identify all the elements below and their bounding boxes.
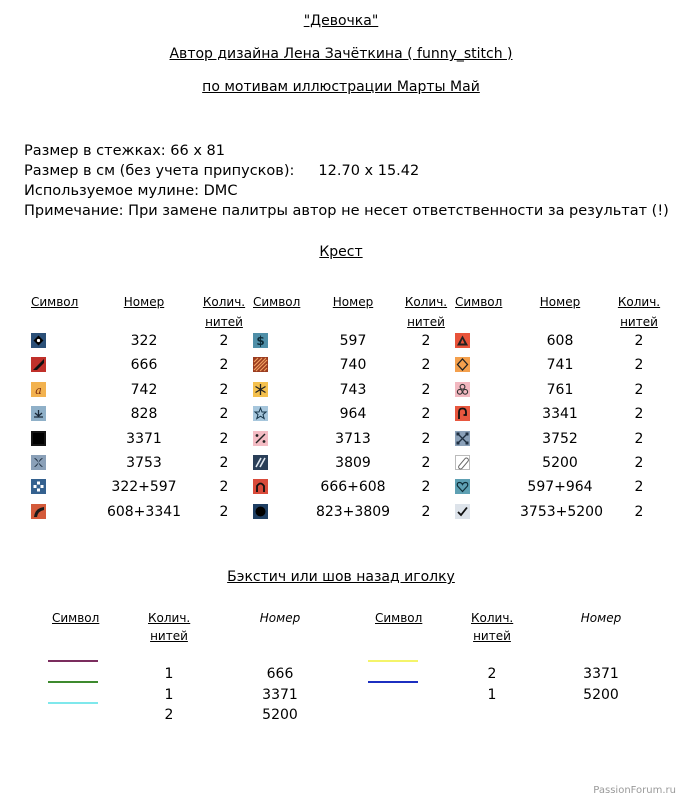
threads-info: Используемое мулине: DMC xyxy=(24,183,238,199)
backstitch-line-swatch xyxy=(368,681,418,683)
backstitch-title: Бэкстич или шов назад иголку xyxy=(227,569,455,585)
backstitch-number: 3371 xyxy=(583,666,619,682)
size-stitches: Размер в стежках: 66 х 81 xyxy=(24,143,225,159)
symbol-swatch xyxy=(455,431,470,446)
thread-number: 3371 xyxy=(126,430,162,447)
cross-col-count-header: Колич. xyxy=(404,295,448,309)
thread-number: 666+608 xyxy=(320,479,386,496)
thread-number: 823+3809 xyxy=(315,503,391,520)
star-outline-icon xyxy=(253,406,268,421)
symbol-swatch xyxy=(253,357,268,372)
thread-count: 2 xyxy=(219,479,229,496)
triangle-icon xyxy=(455,333,470,348)
symbol-swatch xyxy=(455,479,470,494)
symbol-swatch xyxy=(253,382,268,397)
hook-icon xyxy=(455,406,470,421)
symbol-swatch xyxy=(31,504,46,519)
thread-count: 2 xyxy=(421,357,431,374)
title: "Девочка" xyxy=(303,13,379,29)
checkmark-icon xyxy=(455,504,470,519)
thread-count: 2 xyxy=(219,357,229,374)
thread-count: 2 xyxy=(634,333,644,349)
cross-col-count-header-2: нитей xyxy=(620,315,658,329)
cross-title: Крест xyxy=(319,244,363,260)
thread-count: 2 xyxy=(421,406,431,423)
backstitch-col-symbol-header: Символ xyxy=(375,611,423,625)
thread-count: 2 xyxy=(634,503,644,520)
arc-icon xyxy=(31,504,46,519)
thread-number: 322 xyxy=(130,333,158,349)
thread-count: 2 xyxy=(421,479,431,496)
thread-count: 2 xyxy=(634,479,644,496)
thread-count: 2 xyxy=(421,503,431,520)
cross-col-symbol-header: Символ xyxy=(31,295,79,309)
leaf-icon xyxy=(31,406,46,421)
thread-count: 2 xyxy=(634,357,644,374)
thread-number: 597 xyxy=(339,333,367,349)
thread-number: 322+597 xyxy=(111,479,177,496)
backstitch-line-swatch xyxy=(48,660,98,662)
symbol-swatch xyxy=(253,431,268,446)
thread-number: 608+3341 xyxy=(106,503,182,520)
backstitch-number: 5200 xyxy=(262,707,298,723)
backstitch-col-count-header: Колич. xyxy=(148,611,191,625)
symbol-swatch xyxy=(31,455,46,470)
thread-count: 2 xyxy=(634,381,644,398)
thread-count: 2 xyxy=(421,455,431,471)
backstitch-line-swatch xyxy=(368,660,418,662)
diagonal-stroke-icon xyxy=(31,357,46,372)
symbol-swatch xyxy=(455,455,470,470)
thread-number: 964 xyxy=(339,406,367,423)
double-slash-icon xyxy=(253,455,268,470)
thread-count: 2 xyxy=(634,406,644,423)
symbol-swatch xyxy=(253,504,268,519)
size-cm-label: Размер в см (без учета припусков): xyxy=(24,163,295,179)
symbol-swatch xyxy=(455,333,470,348)
thread-count: 2 xyxy=(421,381,431,398)
square-diamond-icon xyxy=(31,333,46,348)
backstitch-number: 666 xyxy=(266,666,294,682)
asterisk-icon xyxy=(253,382,268,397)
thread-count: 2 xyxy=(219,381,229,398)
thread-number: 741 xyxy=(546,357,574,374)
backstitch-col-count-header-2: нитей xyxy=(473,629,511,643)
cross-col-symbol-header: Символ xyxy=(455,295,503,309)
cross-col-count-header-2: нитей xyxy=(205,315,243,329)
petals-icon xyxy=(31,455,46,470)
symbol-swatch xyxy=(31,357,46,372)
thread-number: 597+964 xyxy=(527,479,593,496)
thread-number: 3341 xyxy=(542,406,578,423)
backstitch-count: 1 xyxy=(487,686,497,703)
cross-col-number-header: Номер xyxy=(123,295,165,309)
thread-number: 5200 xyxy=(542,455,578,471)
backstitch-number: 5200 xyxy=(583,686,619,703)
cross-col-symbol-header: Символ xyxy=(253,295,301,309)
thread-number: 828 xyxy=(130,406,158,423)
svg-text:a: a xyxy=(35,383,42,397)
backstitch-line-swatch xyxy=(48,681,98,683)
symbol-swatch xyxy=(455,382,470,397)
cross-col-number-header: Номер xyxy=(332,295,374,309)
note: Примечание: При замене палитры автор не несет ответственности за результат (!) xyxy=(24,203,669,219)
hatched-square-icon xyxy=(253,357,268,372)
symbol-swatch xyxy=(253,479,268,494)
thread-number: 743 xyxy=(339,381,367,398)
backstitch-col-count-header-2: нитей xyxy=(150,629,188,643)
arch-icon xyxy=(253,479,268,494)
cross-col-number-header: Номер xyxy=(539,295,581,309)
backstitch-count: 2 xyxy=(487,666,497,682)
symbol-swatch xyxy=(31,479,46,494)
dollar-icon xyxy=(253,333,268,348)
backstitch-col-number-header: Номер xyxy=(580,611,622,625)
symbol-swatch xyxy=(31,406,46,421)
thread-count: 2 xyxy=(219,430,229,447)
author-line: Автор дизайна Лена Зачёткина ( funny_stitch ) xyxy=(169,46,513,62)
symbol-swatch xyxy=(31,333,46,348)
backstitch-col-symbol-header: Символ xyxy=(52,611,100,625)
cross-col-count-header: Колич. xyxy=(617,295,661,309)
cross-col-count-header-2: нитей xyxy=(407,315,445,329)
script-a-icon xyxy=(31,382,46,397)
symbol-swatch xyxy=(253,333,268,348)
thread-number: 666 xyxy=(130,357,158,374)
solid-square-icon xyxy=(31,431,46,446)
source-line: по мотивам иллюстрации Марты Май xyxy=(202,79,480,95)
thread-number: 3713 xyxy=(335,430,371,447)
percent-icon xyxy=(253,431,268,446)
thread-count: 2 xyxy=(634,430,644,447)
symbol-swatch xyxy=(455,357,470,372)
thread-count: 2 xyxy=(219,503,229,520)
thread-number: 761 xyxy=(546,381,574,398)
backstitch-count: 1 xyxy=(164,666,174,682)
x-dots-icon xyxy=(455,431,470,446)
size-cm-value: 12.70 х 15.42 xyxy=(318,163,420,179)
symbol-swatch xyxy=(455,406,470,421)
thread-number: 742 xyxy=(130,381,158,398)
pill-icon xyxy=(456,456,471,471)
symbol-swatch xyxy=(31,431,46,446)
watermark: PassionForum.ru xyxy=(593,785,676,796)
thread-count: 2 xyxy=(421,333,431,349)
symbol-swatch xyxy=(253,406,268,421)
thread-number: 740 xyxy=(339,357,367,374)
cross-col-count-header: Колич. xyxy=(202,295,246,309)
backstitch-number: 3371 xyxy=(262,686,298,703)
backstitch-count: 1 xyxy=(164,686,174,703)
trefoil-icon xyxy=(455,382,470,397)
size-cm xyxy=(24,163,419,179)
thread-count: 2 xyxy=(219,406,229,423)
thread-count: 2 xyxy=(421,430,431,447)
thread-number: 3809 xyxy=(335,455,371,471)
four-dots-icon xyxy=(31,479,46,494)
symbol-swatch xyxy=(31,382,46,397)
thread-number: 3753 xyxy=(126,455,162,471)
backstitch-count: 2 xyxy=(164,707,174,723)
thread-number: 608 xyxy=(546,333,574,349)
backstitch-line-swatch xyxy=(48,702,98,704)
svg-text:$: $ xyxy=(256,334,265,348)
diamond-outline-icon xyxy=(455,357,470,372)
circle-icon xyxy=(253,504,268,519)
symbol-swatch xyxy=(253,455,268,470)
symbol-swatch xyxy=(455,504,470,519)
backstitch-col-number-header: Номер xyxy=(259,611,301,625)
thread-count: 2 xyxy=(219,455,229,471)
thread-number: 3753+5200 xyxy=(520,503,603,520)
thread-number: 3752 xyxy=(542,430,578,447)
thread-count: 2 xyxy=(634,455,644,471)
thread-count: 2 xyxy=(219,333,229,349)
heart-outline-icon xyxy=(455,479,470,494)
backstitch-col-count-header: Колич. xyxy=(471,611,514,625)
